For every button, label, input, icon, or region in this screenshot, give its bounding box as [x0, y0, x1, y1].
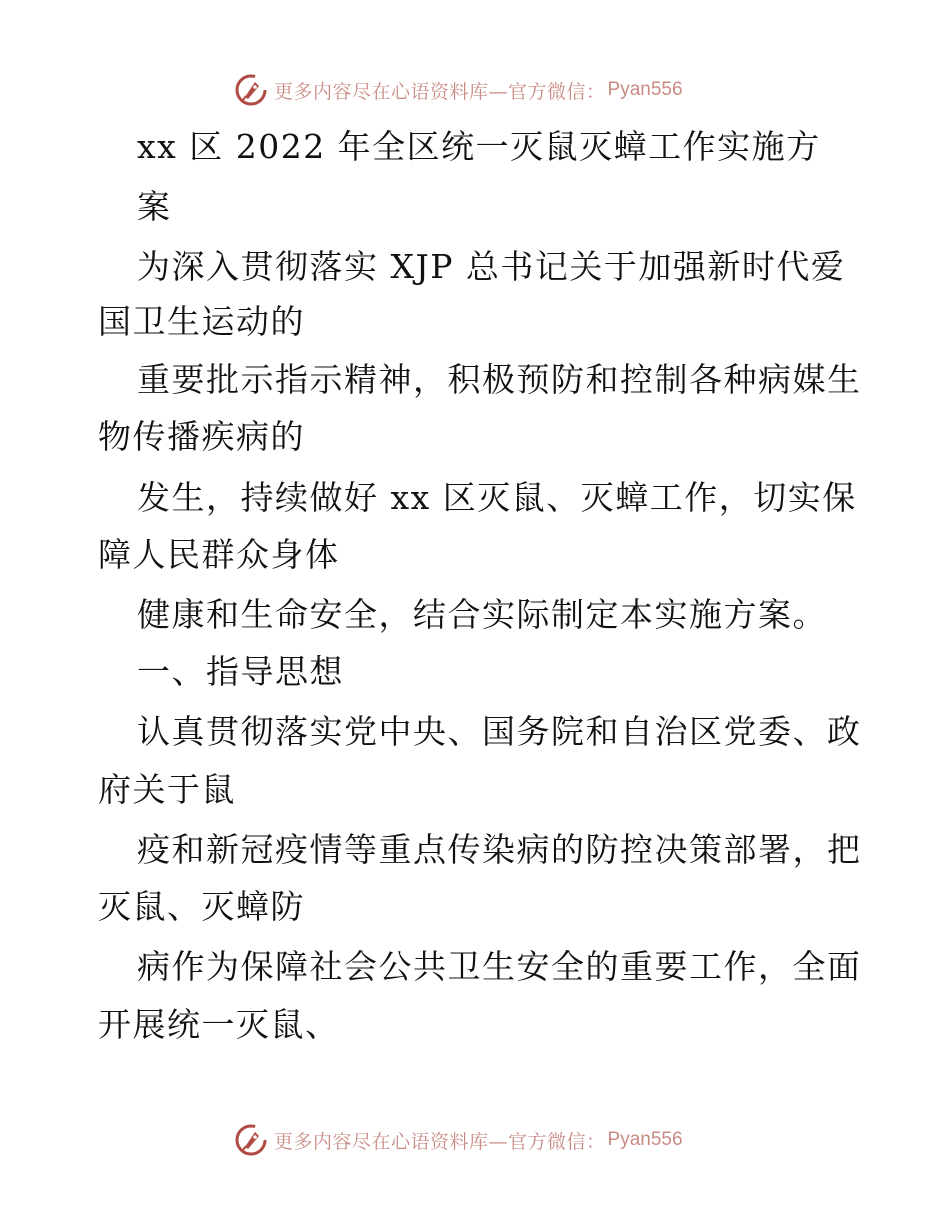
- watermark-text: 更多内容尽在心语资料库—官方微信：: [274, 80, 606, 103]
- paragraph-line: 府关于鼠: [98, 770, 236, 809]
- paragraph-line: 物传播疾病的: [98, 417, 305, 456]
- watermark-id: Pyan556: [607, 1129, 683, 1150]
- pen-nib-logo-icon: [234, 1123, 268, 1157]
- paragraph-line: 健康和生命安全，结合实际制定本实施方案。: [137, 595, 827, 634]
- paragraph-line: 疫和新冠疫情等重点传染病的防控决策部署，把: [137, 830, 862, 869]
- paragraph-line: 开展统一灭鼠、: [98, 1005, 340, 1044]
- section-heading: 一、指导思想: [137, 652, 344, 691]
- paragraph-line: 病作为保障社会公共卫生安全的重要工作，全面: [137, 947, 862, 986]
- header-watermark: [234, 70, 683, 110]
- watermark-text: 更多内容尽在心语资料库—官方微信：: [274, 1130, 606, 1153]
- paragraph-line: 为深入贯彻落实 XJP 总书记关于加强新时代爱: [137, 247, 846, 286]
- paragraph-line: 重要批示指示精神，积极预防和控制各种病媒生: [137, 360, 862, 399]
- pen-nib-logo-icon: [234, 73, 268, 107]
- title-line-1: xx 区 2022 年全区统一灭鼠灭蟑工作实施方: [137, 127, 821, 166]
- paragraph-line: 发生，持续做好 xx 区灭鼠、灭蟑工作，切实保: [137, 478, 857, 517]
- footer-watermark: [234, 1120, 683, 1160]
- paragraph-line: 国卫生运动的: [98, 302, 305, 341]
- paragraph-line: 障人民群众身体: [98, 535, 340, 574]
- watermark-id: Pyan556: [607, 79, 683, 100]
- title-line-2: 案: [137, 187, 172, 226]
- paragraph-line: 灭鼠、灭蟑防: [98, 887, 305, 926]
- paragraph-line: 认真贯彻落实党中央、国务院和自治区党委、政: [137, 712, 862, 751]
